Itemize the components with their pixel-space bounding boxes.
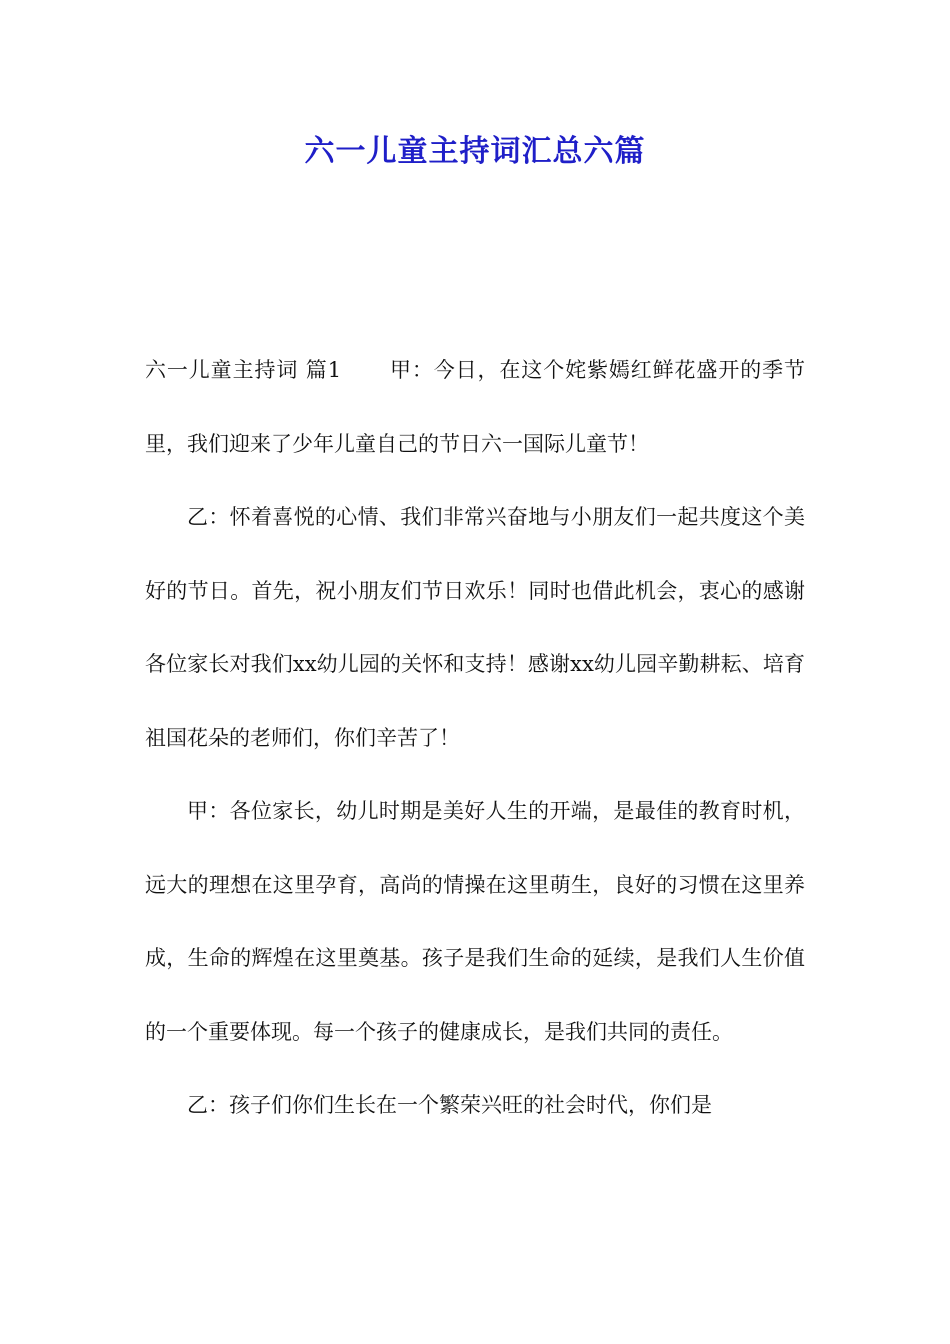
body-paragraph: 甲：各位家长，幼儿时期是美好人生的开端，是最佳的教育时机，远大的理想在这里孕育，高尚的情操在这里萌生，良好的习惯在这里养成，生命的辉煌在这里奠基。孩子是我们生命的延续，是我们人生价值的一个重要体现。每一个孩子的健康成长，是我们共同的责任。 [145, 799, 805, 1044]
first-paragraph [145, 334, 805, 481]
section-heading: 六一儿童主持词 篇1 [145, 358, 342, 382]
document-title: 六一儿童主持词汇总六篇 [304, 134, 646, 169]
body-paragraph: 乙：怀着喜悦的心情、我们非常兴奋地与小朋友们一起共度这个美好的节日。首先，祝小朋友们节日欢乐！同时也借此机会，衷心的感谢各位家长对我们xx幼儿园的关怀和支持！感谢xx幼儿园辛勤耕耘、培育祖国花朵的老师们，你们辛苦了！ [145, 505, 805, 750]
first-paragraph-text: 甲：今日，在这个姹紫嫣红鲜花盛开的季节里，我们迎来了少年儿童自己的节日六一国际儿童节！ [145, 358, 805, 456]
document-body [145, 334, 805, 1143]
body-paragraph: 乙：孩子们你们生长在一个繁荣兴旺的社会时代，你们是 [187, 1093, 712, 1117]
